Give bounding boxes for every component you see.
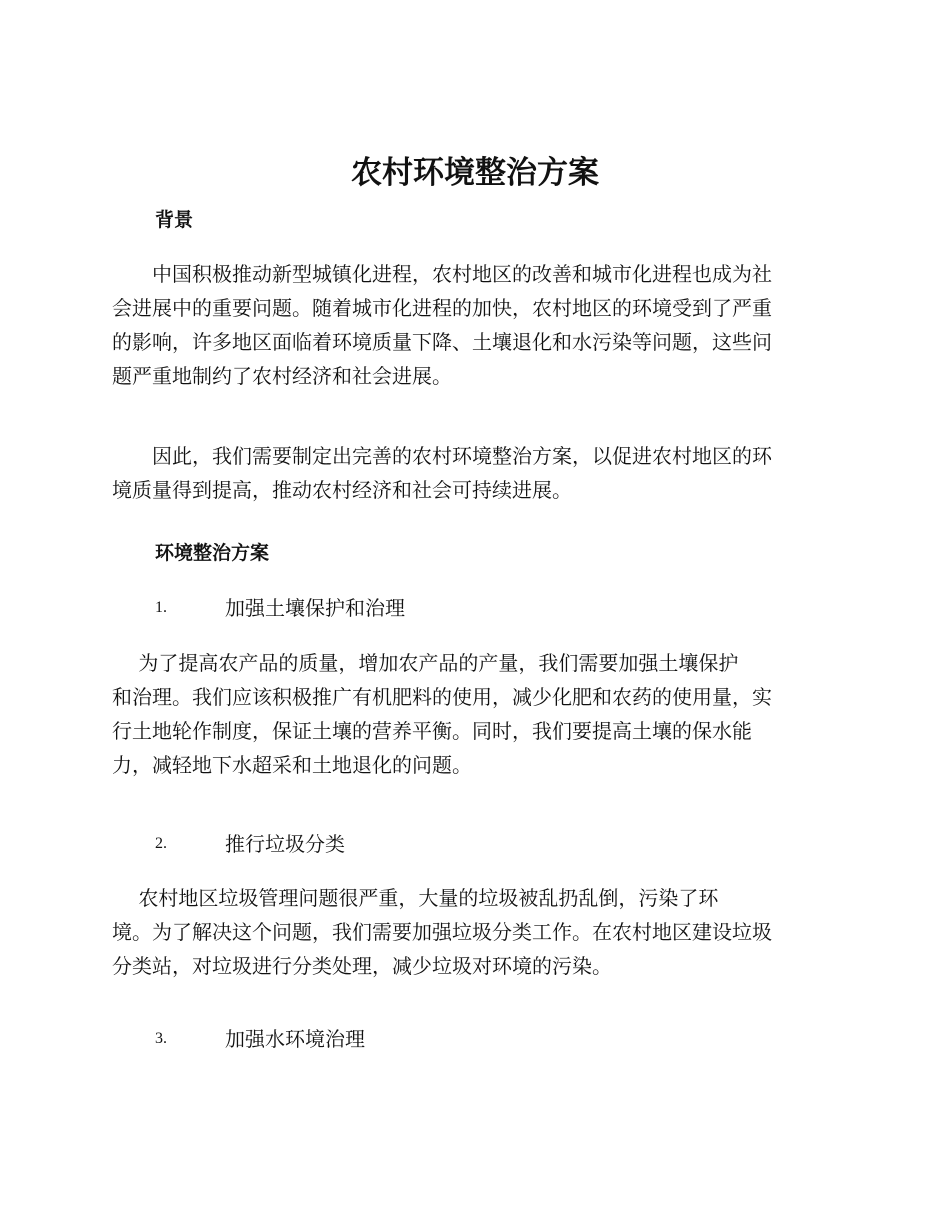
section-heading-background: 背景 xyxy=(155,209,194,231)
text-line: 题严重地制约了农村经济和社会进展。 xyxy=(112,364,452,388)
text-line: 行土地轮作制度，保证土壤的营养平衡。同时，我们要提高土壤的保水能 xyxy=(112,719,752,743)
text-line: 力，减轻地下水超采和土地退化的问题。 xyxy=(112,753,472,777)
section-heading-plan: 环境整治方案 xyxy=(155,542,270,564)
list-item-soil xyxy=(155,593,835,623)
garbage-paragraph xyxy=(112,881,832,983)
list-number: 3. xyxy=(155,1030,167,1047)
list-number: 1. xyxy=(155,599,167,616)
list-item-title: 加强土壤保护和治理 xyxy=(225,596,405,620)
text-line: 中国积极推动新型城镇化进程，农村地区的改善和城市化进程也成为社 xyxy=(112,262,772,286)
background-paragraph-2 xyxy=(112,439,832,507)
text-line: 境。为了解决这个问题，我们需要加强垃圾分类工作。在农村地区建设垃圾 xyxy=(112,920,772,944)
text-line: 为了提高农产品的质量，增加农产品的产量，我们需要加强土壤保护 xyxy=(112,651,739,675)
list-item-water xyxy=(155,1024,835,1054)
text-line: 境质量得到提高，推动农村经济和社会可持续进展。 xyxy=(112,478,572,502)
text-line: 的影响，许多地区面临着环境质量下降、土壤退化和水污染等问题，这些问 xyxy=(112,330,772,354)
list-item-title: 加强水环境治理 xyxy=(225,1027,365,1051)
list-item-garbage xyxy=(155,829,835,859)
text-line: 和治理。我们应该积极推广有机肥料的使用，减少化肥和农药的使用量，实 xyxy=(112,685,772,709)
list-number: 2. xyxy=(155,835,167,852)
text-line: 因此，我们需要制定出完善的农村环境整治方案，以促进农村地区的环 xyxy=(112,444,772,468)
text-line: 农村地区垃圾管理问题很严重，大量的垃圾被乱扔乱倒，污染了环 xyxy=(112,886,719,910)
list-item-title: 推行垃圾分类 xyxy=(225,832,345,856)
document-title: 农村环境整治方案 xyxy=(351,155,599,191)
soil-paragraph xyxy=(112,646,832,782)
text-line: 会进展中的重要问题。随着城市化进程的加快，农村地区的环境受到了严重 xyxy=(112,296,772,320)
background-paragraph-1 xyxy=(112,257,832,393)
text-line: 分类站，对垃圾进行分类处理，减少垃圾对环境的污染。 xyxy=(112,954,612,978)
